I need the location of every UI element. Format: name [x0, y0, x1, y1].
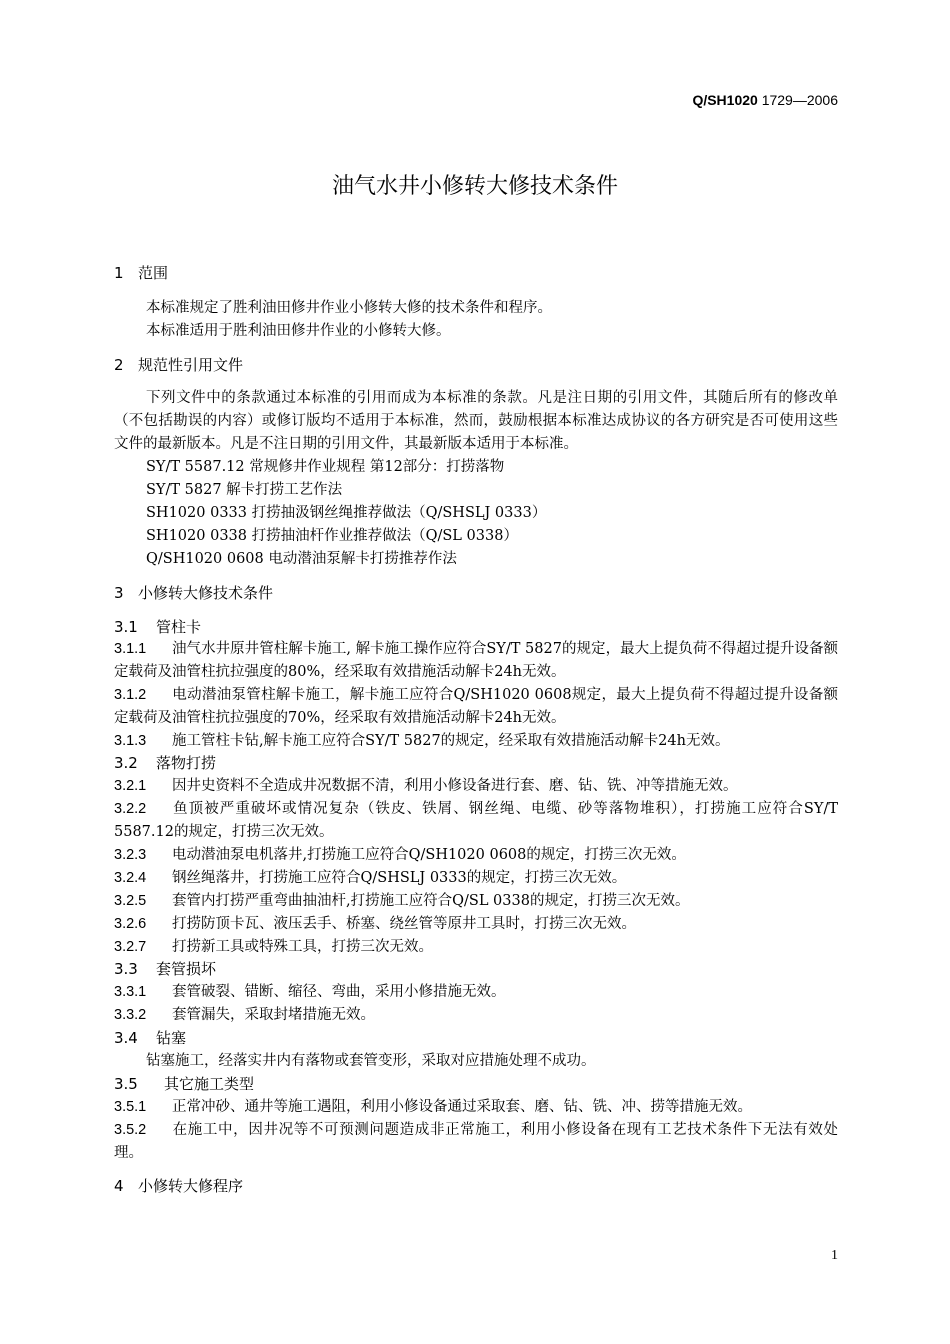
clause-number: 3.5.2 — [114, 1122, 147, 1138]
section-title: 规范性引用文件 — [138, 356, 244, 374]
subsection-title: 其它施工类型 — [164, 1075, 255, 1093]
subsection-title: 钻塞 — [156, 1029, 187, 1047]
clause — [114, 936, 838, 959]
subsection-heading — [114, 1073, 254, 1095]
section-title: 范围 — [138, 264, 169, 282]
clause-text: 在施工中，因井况等不可预测问题造成非正常施工，利用小修设备在现有工艺技术条件下无法有效处理。 — [114, 1122, 838, 1161]
subsection-title: 落物打捞 — [156, 754, 217, 772]
paragraph: 本标准适用于胜利油田修井作业的小修转大修。 — [146, 323, 451, 339]
clause-number: 3.1.3 — [114, 733, 147, 749]
clause-number: 3.3.2 — [114, 1007, 147, 1023]
clause-number: 3.2.7 — [114, 939, 147, 955]
clause-text: 因井史资料不全造成井况数据不清，利用小修设备进行套、磨、钻、铣、冲等措施无效。 — [172, 778, 738, 794]
clause — [114, 1096, 838, 1119]
section-title: 小修转大修技术条件 — [138, 584, 274, 602]
clause-text: 钢丝绳落井，打捞施工应符合Q/SHSLJ 0333的规定，打捞三次无效。 — [172, 870, 627, 886]
reference-item: Q/SH1020 0608 电动潜油泵解卡打捞推荐作法 — [146, 551, 457, 567]
clause — [114, 867, 838, 890]
clause-text: 鱼顶被严重破坏或情况复杂（铁皮、铁屑、钢丝绳、电缆、砂等落物堆积），打捞施工应符合SY/T 5587.12的规定，打捞三次无效。 — [114, 801, 838, 840]
clause — [114, 844, 838, 867]
reference-item: SY/T 5587.12 常规修井作业规程 第12部分：打捞落物 — [146, 459, 505, 475]
subsection-heading — [114, 1027, 186, 1049]
section-heading-procedure — [114, 1175, 243, 1197]
clause — [114, 638, 838, 684]
clause-text: 打捞防顶卡瓦、液压丢手、桥塞、绕丝管等原井工具时，打捞三次无效。 — [172, 916, 636, 932]
section-title: 小修转大修程序 — [138, 1177, 244, 1195]
page-number: 1 — [831, 1248, 838, 1263]
clause — [114, 981, 838, 1004]
clause — [114, 913, 838, 936]
clause-text: 施工管柱卡钻,解卡施工应符合SY/T 5827的规定，经采取有效措施活动解卡24h无效。 — [172, 733, 730, 749]
paragraph: 本标准规定了胜利油田修井作业小修转大修的技术条件和程序。 — [146, 300, 552, 316]
subsection-heading — [114, 616, 201, 638]
clause-number: 3.2.5 — [114, 893, 147, 909]
reference-item: SY/T 5827 解卡打捞工艺作法 — [146, 482, 343, 498]
reference-item: SH1020 0338 打捞抽油杆作业推荐做法（Q/SL 0338） — [146, 528, 518, 544]
subsection-number: 3.5 — [114, 1075, 138, 1093]
section-number: 4 — [114, 1177, 124, 1195]
clause — [114, 798, 838, 844]
subsection-title: 套管损坏 — [156, 960, 217, 978]
reference-item: SH1020 0333 打捞抽汲钢丝绳推荐做法（Q/SHSLJ 0333） — [146, 505, 547, 521]
clause — [114, 890, 838, 913]
clause-text: 油气水井原井管柱解卡施工, 解卡施工操作应符合SY/T 5827的规定，最大上提负荷不得超过提升设备额定载荷及油管柱抗拉强度的80%，经采取有效措施活动解卡24h无效。 — [114, 641, 838, 680]
clause-text: 套管破裂、错断、缩径、弯曲，采用小修措施无效。 — [172, 984, 506, 1000]
subsection-number: 3.1 — [114, 618, 138, 636]
paragraph: 下列文件中的条款通过本标准的引用而成为本标准的条款。凡是注日期的引用文件，其随后所有的修改单（不包括勘误的内容）或修订版均不适用于本标准，然而，鼓励根据本标准达成协议的各方研究是否可使用这些文件的最新版本。凡是不注日期的引用文件，其最新版本适用于本标准。 — [114, 390, 838, 452]
section-heading-conditions — [114, 582, 273, 604]
standard-code-number: 1729—2006 — [761, 92, 838, 108]
section-heading-normative-references — [114, 354, 243, 376]
clause-text: 电动潜油泵电机落井,打捞施工应符合Q/SH1020 0608的规定，打捞三次无效。 — [172, 847, 686, 863]
clause-text: 套管漏失，采取封堵措施无效。 — [172, 1007, 375, 1023]
standard-code — [692, 92, 838, 108]
clause-text: 正常冲砂、通井等施工遇阻，利用小修设备通过采取套、磨、钻、铣、冲、捞等措施无效。 — [172, 1099, 752, 1115]
document-title: 油气水井小修转大修技术条件 — [331, 174, 618, 199]
clause-number: 3.2.1 — [114, 778, 147, 794]
clause-text: 套管内打捞严重弯曲抽油杆,打捞施工应符合Q/SL 0338的规定，打捞三次无效。 — [172, 893, 690, 909]
clause — [114, 684, 838, 730]
clause-number: 3.1.1 — [114, 641, 147, 657]
clause-text: 电动潜油泵管柱解卡施工，解卡施工应符合Q/SH1020 0608规定，最大上提负荷不得超过提升设备额定载荷及油管柱抗拉强度的70%，经采取有效措施活动解卡24h无效。 — [114, 687, 838, 726]
subsection-title: 管柱卡 — [156, 618, 202, 636]
subsection-number: 3.2 — [114, 754, 138, 772]
clause — [114, 1004, 838, 1027]
section-number: 1 — [114, 264, 124, 282]
subsection-number: 3.3 — [114, 960, 138, 978]
clause — [114, 730, 838, 753]
paragraph: 钻塞施工，经落实井内有落物或套管变形，采取对应措施处理不成功。 — [146, 1053, 596, 1069]
subsection-number: 3.4 — [114, 1029, 138, 1047]
clause — [114, 1119, 838, 1165]
subsection-heading — [114, 958, 216, 980]
clause-text: 打捞新工具或特殊工具，打捞三次无效。 — [172, 939, 433, 955]
clause-number: 3.1.2 — [114, 687, 147, 703]
section-heading-scope — [114, 262, 168, 284]
clause-number: 3.5.1 — [114, 1099, 147, 1115]
section-number: 3 — [114, 584, 124, 602]
subsection-heading — [114, 752, 216, 774]
clause — [114, 775, 838, 798]
standard-code-prefix: Q/SH1020 — [692, 92, 758, 108]
clause-number: 3.3.1 — [114, 984, 147, 1000]
section-number: 2 — [114, 356, 124, 374]
clause-number: 3.2.4 — [114, 870, 147, 886]
clause-number: 3.2.3 — [114, 847, 147, 863]
clause-number: 3.2.2 — [114, 801, 147, 817]
clause-number: 3.2.6 — [114, 916, 147, 932]
